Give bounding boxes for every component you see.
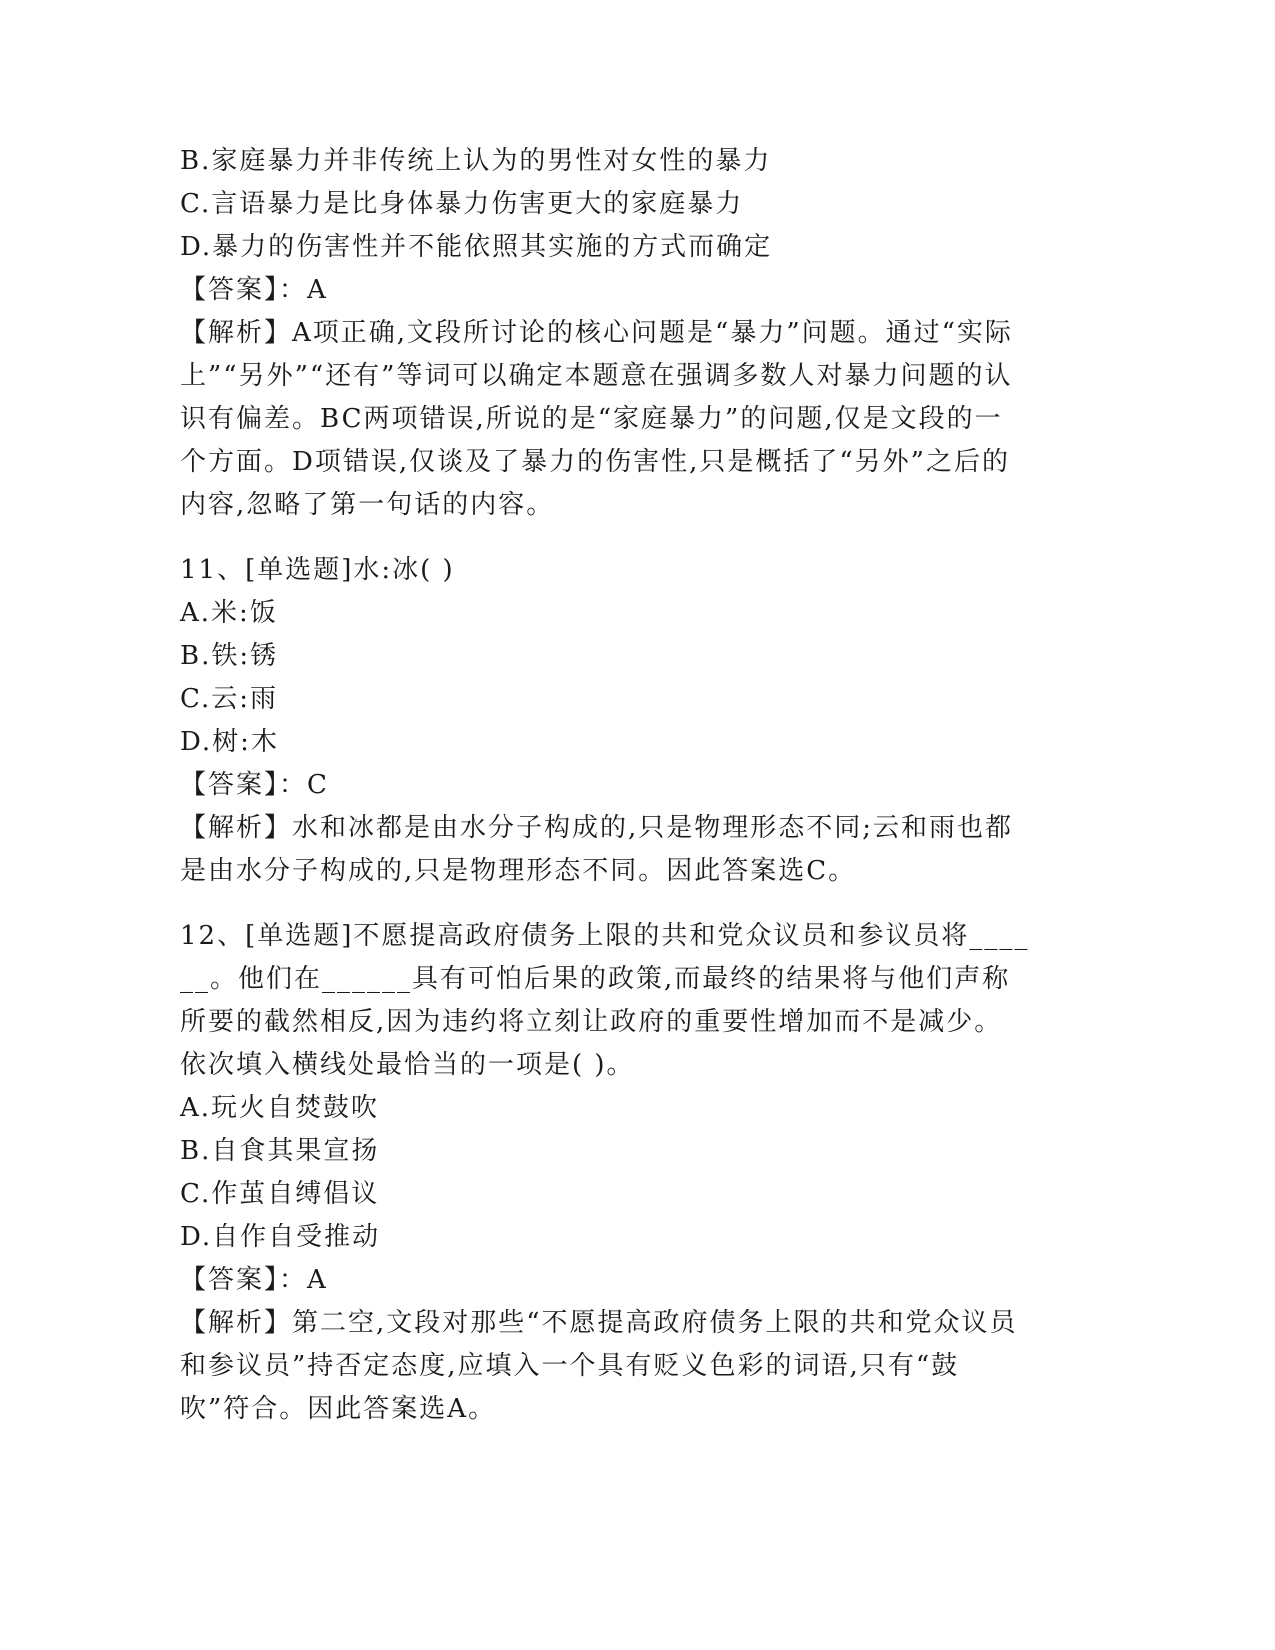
q12-option-b: B.自食其果宣扬 — [180, 1136, 380, 1166]
q12-analysis: 【解析】第二空,文段对那些“不愿提高政府债务上限的共和党众议员和参议员”持否定态度,应填入一个具有贬义色彩的词语,只有“鼓吹”符合。因此答案选A。 — [180, 1308, 1018, 1424]
q12-option-d: D.自作自受推动 — [180, 1222, 381, 1252]
q10-analysis: 【解析】A项正确,文段所讨论的核心问题是“暴力”问题。通过“实际上”“另外”“还有”等词可以确定本题意在强调多数人对暴力问题的认识有偏差。BC两项错误,所说的是“家庭暴力”的问题,仅是文段的一个方面。D项错误,仅谈及了暴力的伤害性,只是概括了“另外”之后的内容,忽略了第一句话的内容。 — [180, 318, 1013, 520]
q11-option-c: C.云:雨 — [180, 684, 278, 714]
q10-answer: 【答案】：A — [180, 275, 328, 305]
q12-question: 12、[单选题]不愿提高政府债务上限的共和党众议员和参议员将______。他们在______具有可怕后果的政策,而最终的结果将与他们声称所要的截然相反,因为违约将立刻让政府的重要性增加而不是减少。依次填入横线处最恰当的一项是( )。 — [180, 921, 1030, 1080]
q11-option-d: D.树:木 — [180, 727, 279, 757]
q10-option-d: D.暴力的伤害性并不能依照其实施的方式而确定 — [180, 232, 773, 262]
q11-option-a: A.米:饭 — [180, 598, 278, 628]
q12-option-c: C.作茧自缚倡议 — [180, 1179, 380, 1209]
document-page — [180, 140, 1080, 1431]
q12-option-a: A.玩火自焚鼓吹 — [180, 1093, 380, 1123]
spacer — [180, 527, 1080, 549]
q11-answer: 【答案】：C — [180, 770, 329, 800]
q11-analysis: 【解析】水和冰都是由水分子构成的,只是物理形态不同;云和雨也都是由水分子构成的,只是物理形态不同。因此答案选C。 — [180, 813, 1014, 886]
q11-option-b: B.铁:锈 — [180, 641, 279, 671]
q11-question: 11、[单选题]水:冰( ) — [180, 555, 455, 585]
spacer — [180, 893, 1080, 915]
q12-answer: 【答案】：A — [180, 1265, 328, 1295]
q10-option-b: B.家庭暴力并非传统上认为的男性对女性的暴力 — [180, 146, 772, 176]
q10-option-c: C.言语暴力是比身体暴力伤害更大的家庭暴力 — [180, 189, 744, 219]
